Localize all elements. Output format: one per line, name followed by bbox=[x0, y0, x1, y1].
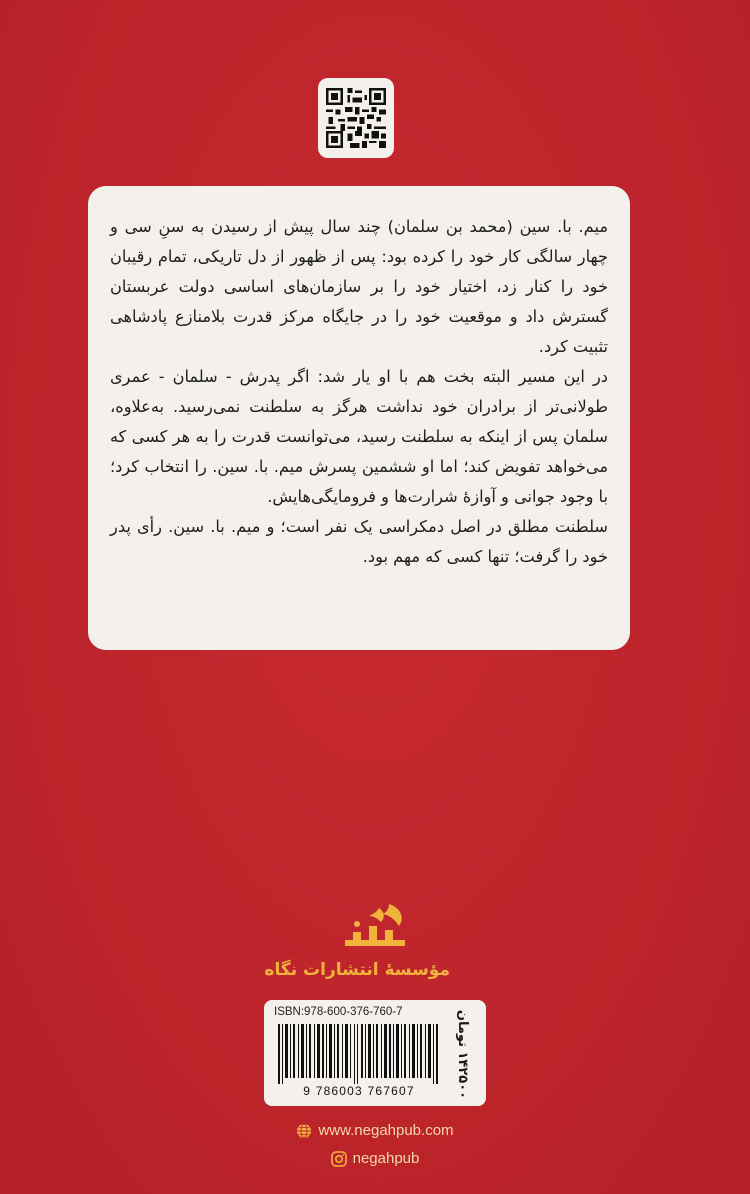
barcode-card bbox=[264, 1000, 486, 1106]
website-link[interactable]: www.negahpub.com bbox=[318, 1122, 454, 1139]
barcode-icon bbox=[276, 1024, 440, 1084]
barcode-digits: 9 786003 767607 bbox=[303, 1084, 415, 1098]
blurb-paragraph-1: میم. با. سین (محمد بن سلمان) چند سال پیش از رسیدن به سنِ سی و چهار سالگی کار خود را کرده بود: پس از ظهور از دل تاریکی، تمام رقیبان خود را کنار زد، اختیار خود را بر سازمان‌های اساسی دولت عربستان گسترش داد و موقعیت خود را در جایگاه مرکز قدرت بلامنازع پادشاهی تثبیت کرد. bbox=[110, 217, 608, 356]
globe-icon bbox=[296, 1123, 312, 1139]
instagram-handle[interactable]: negahpub bbox=[352, 1150, 420, 1167]
qr-code-icon bbox=[326, 88, 386, 148]
instagram-row[interactable] bbox=[0, 1150, 750, 1167]
publisher-name: مؤسسهٔ انتشارات نگاه bbox=[264, 960, 450, 980]
price-label: ۱۴۲۵۰۰ تومان bbox=[455, 1009, 471, 1099]
isbn-label: ISBN:978-600-376-760-7 bbox=[274, 1006, 403, 1018]
negah-logo-icon bbox=[335, 900, 415, 952]
instagram-icon bbox=[331, 1151, 347, 1167]
blurb-paragraph-2: در این مسیر البته بخت هم با او یار شد: اگر پدرش - سلمان - عمری طولانی‌تر از برادران خود نداشت هرگز به سلطنت نمی‌رسید. به‌علاوه، سلمان پس از اینکه به سلطنت رسید، می‌توانست قدرت را به هر کسی که می‌خواهد تفویض کند؛ اما او ششمین پسرش میم. با. سین. را انتخاب کرد؛ با وجود جوانی و آوازهٔ شرارت‌ها و فرومایگی‌هایش. bbox=[110, 367, 608, 506]
blurb-card bbox=[88, 186, 630, 650]
blurb-paragraph-3: سلطنت مطلق در اصل دمکراسی یک نفر است؛ و میم. با. سین. رأی پدر خود را گرفت؛ تنها کسی که مهم بود. bbox=[110, 517, 608, 566]
qr-code bbox=[318, 78, 394, 158]
website-row[interactable] bbox=[0, 1122, 750, 1139]
price-label-wrap bbox=[446, 1008, 480, 1100]
publisher-logo bbox=[264, 900, 450, 990]
